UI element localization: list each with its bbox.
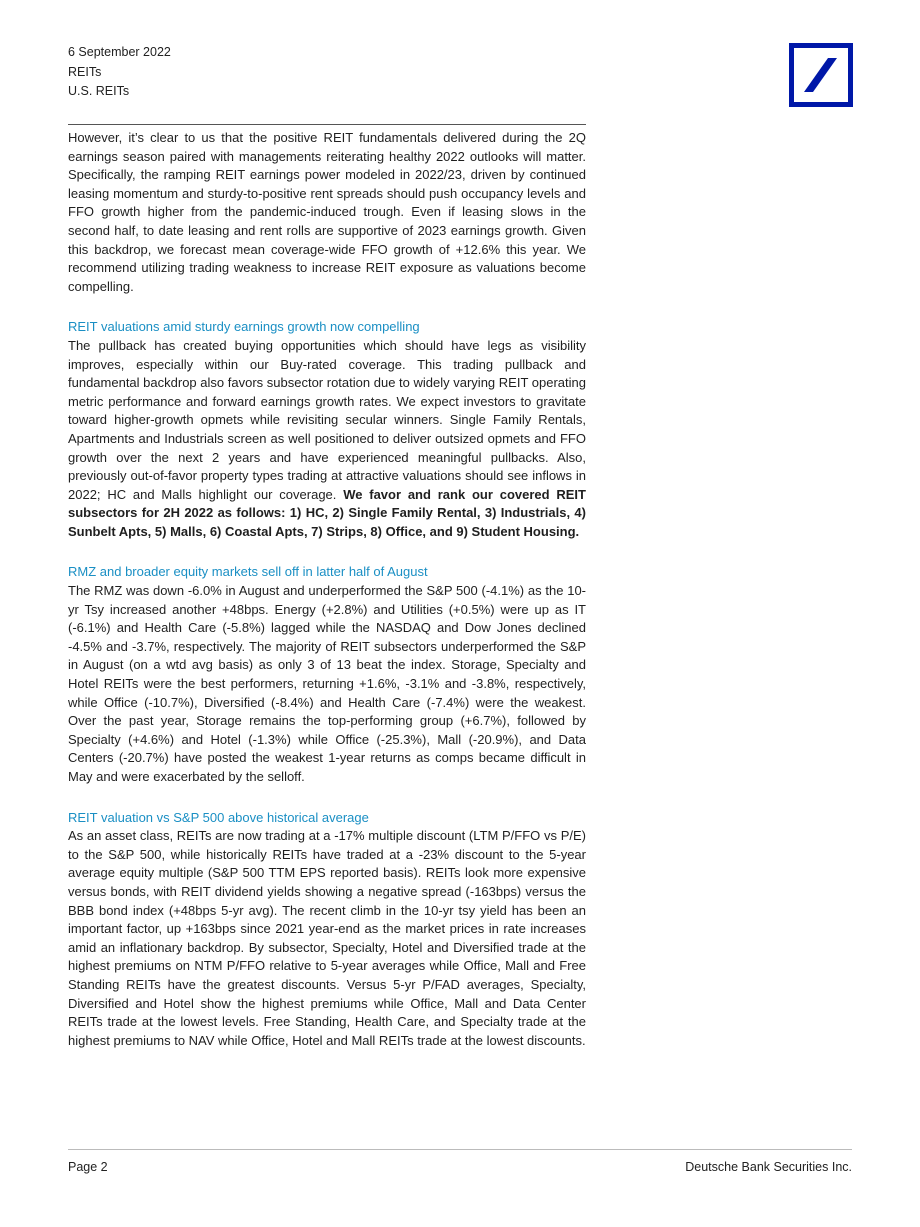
footer-divider — [68, 1149, 852, 1150]
section-heading-rmz: RMZ and broader equity markets sell off in latter half of August — [68, 564, 428, 580]
intro-paragraph: However, it’s clear to us that the positive REIT fundamentals delivered during the 2Q earnings season paired with managements reiterating healthy 2022 outlooks will matter. Specifically, the ramping REIT earnings power modeled in 2022/23, driven by continued leasing momentum and sturdy-to-positive rent spreads should push occupancy levels and FFO growth higher from the pandemic-induced trough. Even if leasing slows in the second half, to date leasing and rent rolls are supportive of 2023 earnings growth. Given this backdrop, we forecast mean coverage-wide FFO growth of +12.6% this year. We recommend utilizing trading weakness to increase REIT exposure as valuations become compelling. — [68, 130, 586, 294]
report-header-meta — [68, 43, 171, 102]
deutsche-bank-logo — [789, 43, 853, 107]
subsector-ranking: We favor and rank our covered REIT subsectors for 2H 2022 as follows: 1) HC, 2) Single Family Rental, 3) Industrials, 4) Sunbelt Apts, 5) Malls, 6) Coastal Apts, 7) Strips, 8) Office, and 9) Student Housing. — [68, 486, 586, 539]
section-heading-valuation-vs-sp500: REIT valuation vs S&P 500 above historical average — [68, 809, 369, 825]
valuations-text: The pullback has created buying opportunities which should have legs as visibility improves, especially within our Buy-rated coverage. This trading pullback and fundamental backdrop also favors subsector rotation due to widely varying REIT operating metric performance and forward earnings growth rates. We expect investors to gravitate toward higher-growth opmets while revisiting secular winners. Single Family Rentals, Apartments and Industrials screen as well positioned to deliver outsized opmets and FFO growth over the next 2 years and have experienced meaningful pullbacks. Also, previously out-of-favor property types trading at attractive valuations should see inflows in 2022; HC and Malls highlight our coverage. — [68, 337, 586, 502]
report-subcategory: U.S. REITs — [68, 84, 130, 98]
section-paragraph-valuation-vs-sp500: As an asset class, REITs are now trading at a -17% multiple discount (LTM P/FFO vs P/E) to the S&P 500, while historically REITs have traded at a -23% discount to the 5-year average equity multiple (S&P 500 TTM EPS reported basis). REITs look more expensive versus bonds, with REIT dividend yields showing a negative spread (-163bps) versus the BBB bond index (+48bps 5-yr avg). The recent climb in the 10-yr tsy yield has been an important factor, up +163bps since 2021 year-end as the market prices in rate increases amid an inflationary backdrop. By subsector, Specialty, Hotel and Diversified trade at the highest premiums on NTM P/FFO relative to 5-year averages while Office, Mall and Free Standing REITs have the greatest discounts. Versus 5-yr P/FAD averages, Specialty, Diversified and Hotel show the highest premiums while Office, Mall and Data Center REITs trade at the lowest levels. Free Standing, Health Care, and Specialty trade at the highest premiums to NAV while Office, Hotel and Mall REITs trade at the lowest discounts. — [68, 828, 586, 1048]
section-paragraph-rmz: The RMZ was down -6.0% in August and underperformed the S&P 500 (-4.1%) as the 10-yr Tsy increased another +48bps. Energy (+2.8%) and Utilities (+0.5%) were up as IT (-6.1%) and Health Care (-5.8%) lagged while the NASDAQ and Dow Jones declined -4.5% and -3.7%, respectively. The majority of REIT subsectors underperformed the S&P in August (on a wtd avg basis) as only 3 of 13 beat the index. Storage, Specialty and Hotel REITs were the best performers, returning +1.6%, -3.1% and -3.8%, respectively, while Office (-10.7%), Diversified (-8.4%) and Health Care (-7.4%) were the weakest. Over the past year, Storage remains the top-performing group (+6.7%), followed by Specialty (+4.6%) and Hotel (-1.3%) while Office (-25.3%), Mall (-20.9%), and Data Centers (-20.7%) have posted the weakest 1-year returns as comps became difficult in May and were exacerbated by the selloff. — [68, 583, 586, 784]
report-date: 6 September 2022 — [68, 45, 171, 59]
publisher-name: Deutsche Bank Securities Inc. — [685, 1160, 852, 1174]
section-heading-valuations: REIT valuations amid sturdy earnings growth now compelling — [68, 319, 420, 335]
report-category: REITs — [68, 64, 102, 79]
header-divider — [68, 124, 586, 125]
page-number: Page 2 — [68, 1160, 108, 1174]
section-paragraph-valuations — [68, 337, 586, 542]
report-body — [68, 129, 586, 1050]
logo-slash-icon — [794, 48, 848, 102]
